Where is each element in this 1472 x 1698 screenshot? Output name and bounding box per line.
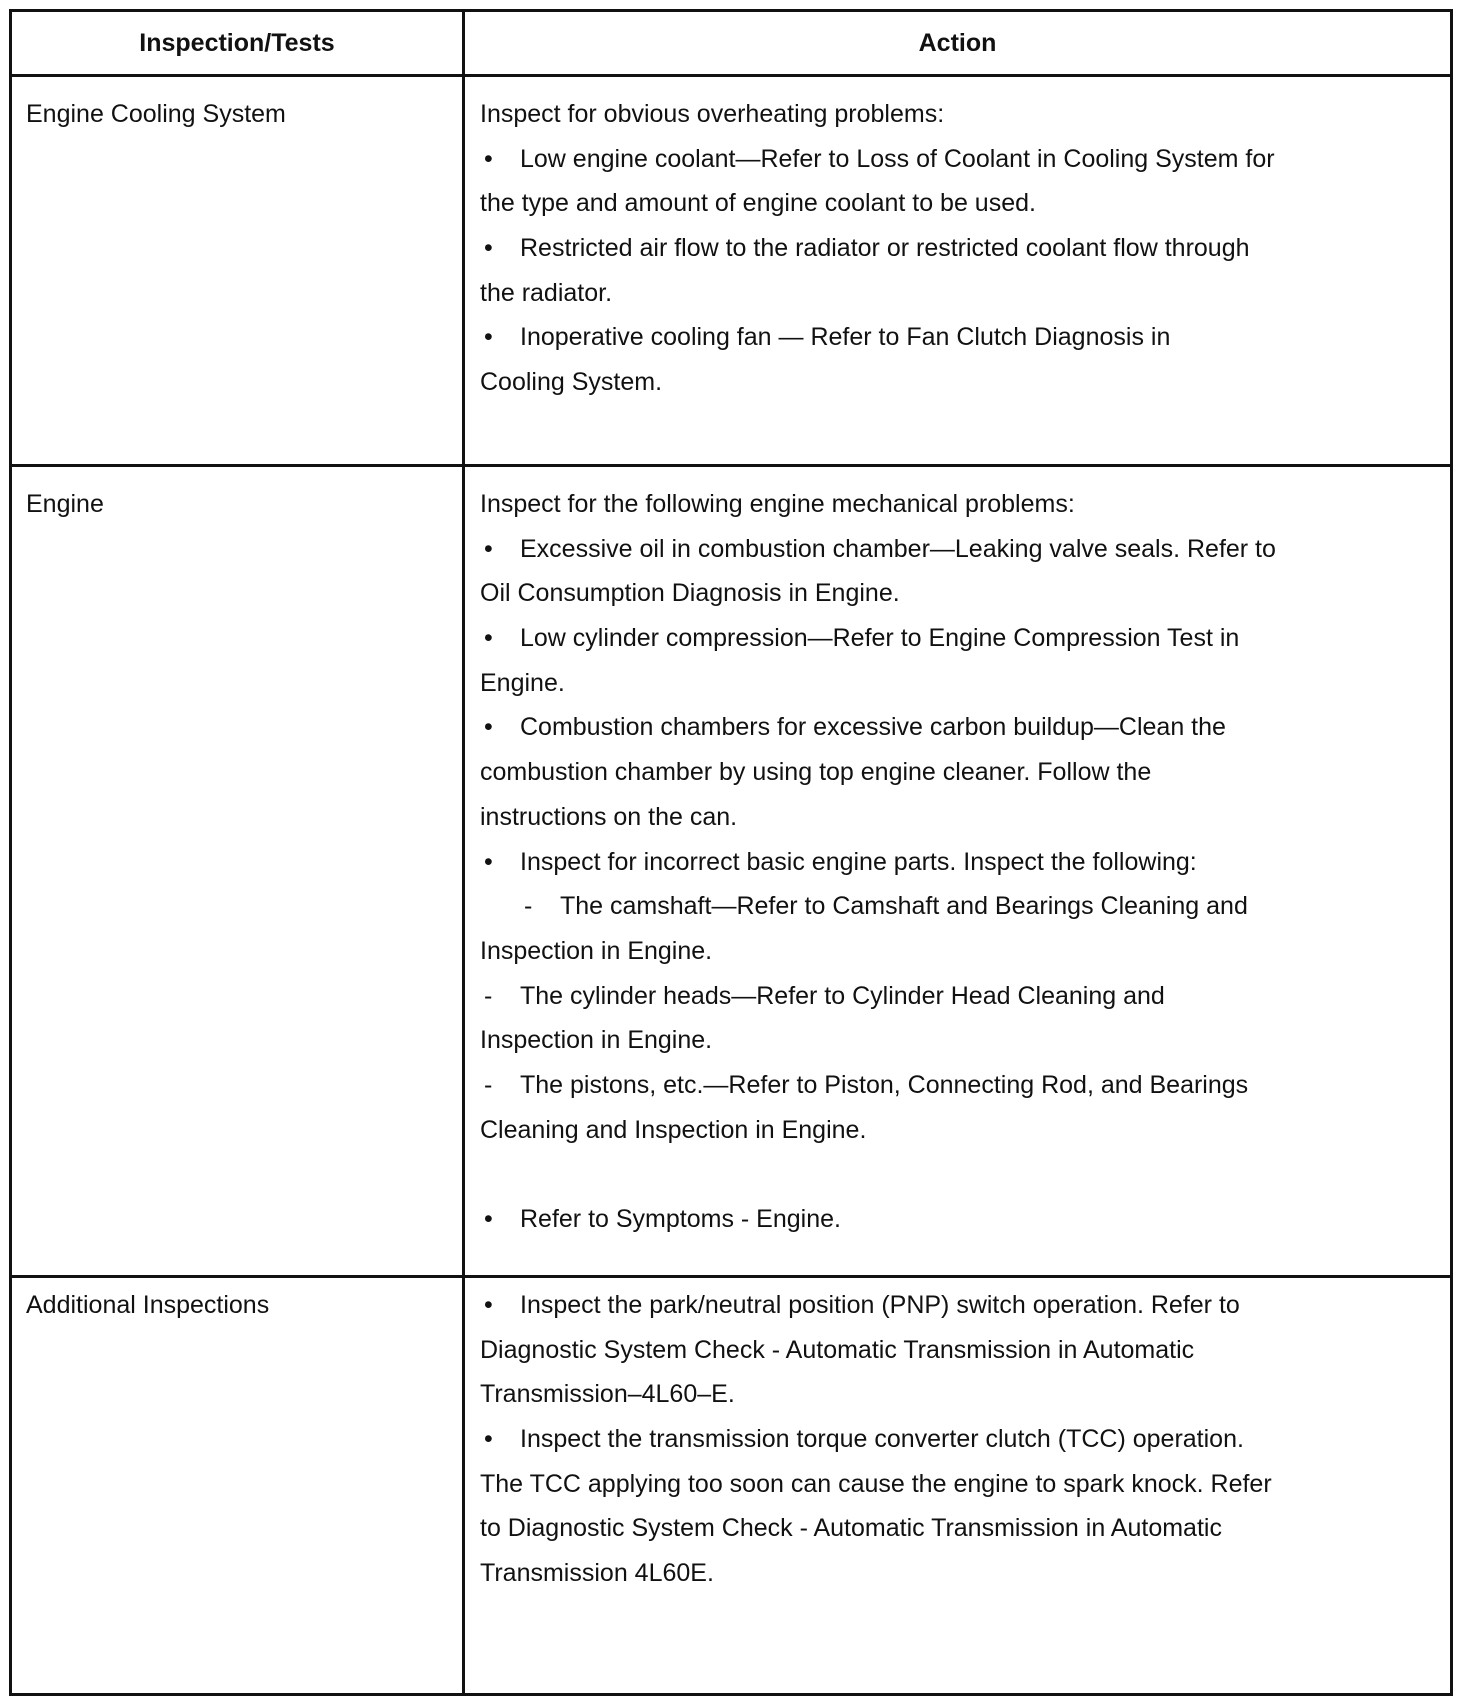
- action-line: [480, 226, 1430, 271]
- action-line: [480, 884, 1430, 929]
- action-text: the radiator.: [480, 278, 613, 307]
- action-line: [480, 661, 1430, 706]
- dash-icon: -: [524, 892, 533, 921]
- action-line: [480, 1328, 1430, 1373]
- inspection-cell: Engine: [26, 490, 104, 518]
- action-text: The TCC applying too soon can cause the engine to spark knock. Refer: [480, 1469, 1272, 1498]
- action-line: [480, 929, 1430, 974]
- action-text: instructions on the can.: [480, 802, 738, 831]
- header-action: Action: [918, 28, 997, 57]
- bullet-icon: •: [484, 1291, 493, 1319]
- bullet-icon: •: [484, 1205, 493, 1233]
- action-text: Transmission–4L60–E.: [480, 1380, 735, 1409]
- action-text: the type and amount of engine coolant to be used.: [480, 189, 1036, 218]
- action-cell: [480, 1283, 1430, 1596]
- table-row: [12, 467, 1450, 1275]
- action-text: combustion chamber by using top engine cleaner. Follow the: [480, 758, 1152, 787]
- action-text: Low engine coolant—Refer to Loss of Coolant in Cooling System for: [520, 144, 1275, 173]
- action-line: [480, 482, 1430, 527]
- action-text: Inspection in Engine.: [480, 1026, 713, 1055]
- action-text: The pistons, etc.—Refer to Piston, Connecting Rod, and Bearings: [520, 1070, 1249, 1099]
- action-text: Restricted air flow to the radiator or restricted coolant flow through: [520, 234, 1250, 263]
- action-text: Engine.: [480, 668, 565, 697]
- action-text: The camshaft—Refer to Camshaft and Bearings Cleaning and: [560, 892, 1248, 921]
- action-text: to Diagnostic System Check - Automatic Transmission in Automatic: [480, 1514, 1222, 1543]
- table-row: [12, 1278, 1450, 1693]
- action-line: [480, 1506, 1430, 1551]
- action-line: [480, 1417, 1430, 1462]
- action-text: Excessive oil in combustion chamber—Leaking valve seals. Refer to: [520, 534, 1276, 563]
- action-text: Cleaning and Inspection in Engine.: [480, 1115, 867, 1144]
- bullet-icon: •: [484, 624, 493, 653]
- action-line: [480, 271, 1430, 316]
- dash-icon: -: [484, 981, 493, 1010]
- action-line: [480, 181, 1430, 226]
- action-line: [480, 92, 1430, 137]
- action-line: [480, 795, 1430, 840]
- action-line: [480, 1283, 1430, 1328]
- bullet-icon: •: [484, 1425, 493, 1454]
- bullet-icon: •: [484, 323, 493, 352]
- action-text: Low cylinder compression—Refer to Engine Compression Test in: [520, 624, 1240, 653]
- action-text: Inspect for the following engine mechanical problems:: [480, 490, 1075, 518]
- action-line: [480, 974, 1430, 1019]
- action-line: [480, 527, 1430, 572]
- action-line: [480, 1197, 1430, 1242]
- inspection-cell: Additional Inspections: [26, 1291, 270, 1319]
- bullet-icon: •: [484, 713, 493, 742]
- action-line: [480, 1018, 1430, 1063]
- action-line: [480, 840, 1430, 885]
- action-text: Transmission 4L60E.: [480, 1559, 714, 1588]
- action-text: Oil Consumption Diagnosis in Engine.: [480, 579, 900, 608]
- action-line: [480, 1108, 1430, 1153]
- action-text: Inspect the park/neutral position (PNP) switch operation. Refer to: [520, 1291, 1240, 1319]
- action-text: Inspect for incorrect basic engine parts. Inspect the following:: [520, 847, 1197, 876]
- action-line: [480, 1152, 1430, 1197]
- bullet-icon: •: [484, 847, 493, 876]
- action-cell: [480, 482, 1430, 1242]
- action-line: [480, 1063, 1430, 1108]
- action-text: Diagnostic System Check - Automatic Transmission in Automatic: [480, 1335, 1195, 1364]
- header-inspection-tests: Inspection/Tests: [139, 28, 335, 57]
- action-line: [480, 360, 1430, 405]
- action-text: The cylinder heads—Refer to Cylinder Head Cleaning and: [520, 981, 1165, 1010]
- bullet-icon: •: [484, 144, 493, 173]
- action-line: [480, 750, 1430, 795]
- action-line: [480, 1551, 1430, 1596]
- dash-icon: -: [484, 1070, 493, 1099]
- action-text: Inoperative cooling fan — Refer to Fan Clutch Diagnosis in: [520, 323, 1171, 352]
- action-cell: [480, 92, 1430, 405]
- action-line: [480, 315, 1430, 360]
- action-line: [480, 705, 1430, 750]
- action-line: [480, 1372, 1430, 1417]
- action-line: [480, 571, 1430, 616]
- action-text: Inspection in Engine.: [480, 936, 713, 965]
- action-text: Inspect the transmission torque converter clutch (TCC) operation.: [520, 1425, 1244, 1454]
- action-line: [480, 1462, 1430, 1507]
- table-row: [12, 77, 1450, 464]
- action-text: Cooling System.: [480, 368, 663, 397]
- action-text: Inspect for obvious overheating problems:: [480, 100, 945, 128]
- bullet-icon: •: [484, 534, 493, 563]
- action-text: Refer to Symptoms - Engine.: [520, 1205, 841, 1233]
- action-line: [480, 616, 1430, 661]
- bullet-icon: •: [484, 234, 493, 263]
- inspection-cell: Engine Cooling System: [26, 100, 286, 128]
- action-text: Combustion chambers for excessive carbon buildup—Clean the: [520, 713, 1226, 742]
- inspection-table: [9, 9, 1453, 1696]
- action-line: [480, 137, 1430, 182]
